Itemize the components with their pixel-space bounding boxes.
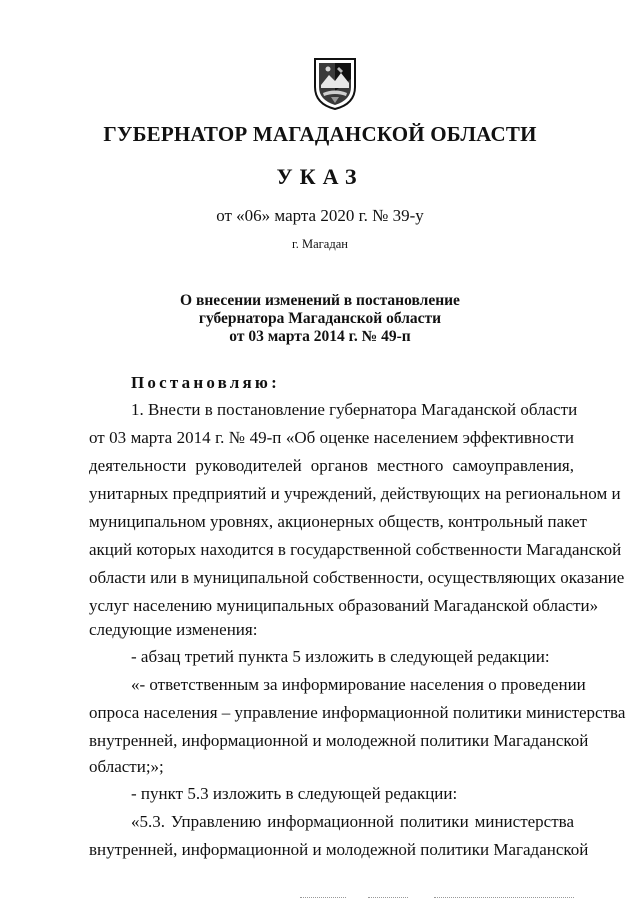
document-subject bbox=[0, 292, 640, 346]
subject-line: О внесении изменений в постановление bbox=[180, 292, 460, 309]
scan-artifact bbox=[434, 897, 574, 899]
body-line: услуг населению муниципальных образований Магаданской области» bbox=[89, 596, 599, 615]
body-line: внутренней, информационной и молодежной политики Магаданской bbox=[89, 840, 589, 859]
body-line: деятельности руководителей органов местного самоуправления, bbox=[89, 456, 574, 475]
body-line: «5.3. Управлению информационной политики министерства bbox=[131, 812, 574, 831]
scan-artifact bbox=[300, 897, 346, 899]
body-line: - абзац третий пункта 5 изложить в следующей редакции: bbox=[131, 647, 550, 666]
body-line: внутренней, информационной и молодежной политики Магаданской bbox=[89, 731, 589, 750]
scan-artifact bbox=[368, 897, 408, 899]
subject-line: губернатора Магаданской области bbox=[198, 310, 442, 327]
body-line: области или в муниципальной собственности, осуществляющих оказание bbox=[89, 568, 625, 587]
body-line: области;»; bbox=[89, 757, 164, 776]
date-and-number: от «06» марта 2020 г. № 39-у bbox=[216, 206, 424, 225]
body-line: муниципальном уровнях, акционерных обществ, контрольный пакет bbox=[89, 512, 587, 531]
body-line: унитарных предприятий и учреждений, действующих на региональном и bbox=[89, 484, 621, 503]
decree-colon: : bbox=[271, 373, 277, 392]
city-of-issue: г. Магадан bbox=[292, 237, 348, 251]
body-line: акций которых находится в государственной собственности Магаданской bbox=[89, 540, 622, 559]
body-line: следующие изменения: bbox=[89, 620, 258, 639]
body-line: опроса населения – управление информационной политики министерства bbox=[89, 703, 626, 722]
decree-word: Постановляю bbox=[131, 373, 272, 392]
body-line: от 03 марта 2014 г. № 49-п «Об оценке населением эффективности bbox=[89, 428, 574, 447]
body-line: 1. Внести в постановление губернатора Магаданской области bbox=[131, 400, 578, 419]
subject-line: от 03 марта 2014 г. № 49-п bbox=[229, 328, 411, 345]
magadan-oblast-coat-of-arms-icon bbox=[313, 57, 357, 111]
document-type: УКАЗ bbox=[276, 164, 364, 189]
body-line: - пункт 5.3 изложить в следующей редакции: bbox=[131, 784, 458, 803]
decree-heading bbox=[131, 373, 277, 393]
issuer-title: ГУБЕРНАТОР МАГАДАНСКОЙ ОБЛАСТИ bbox=[103, 122, 537, 146]
body-line: «- ответственным за информирование населения о проведении bbox=[131, 675, 586, 694]
